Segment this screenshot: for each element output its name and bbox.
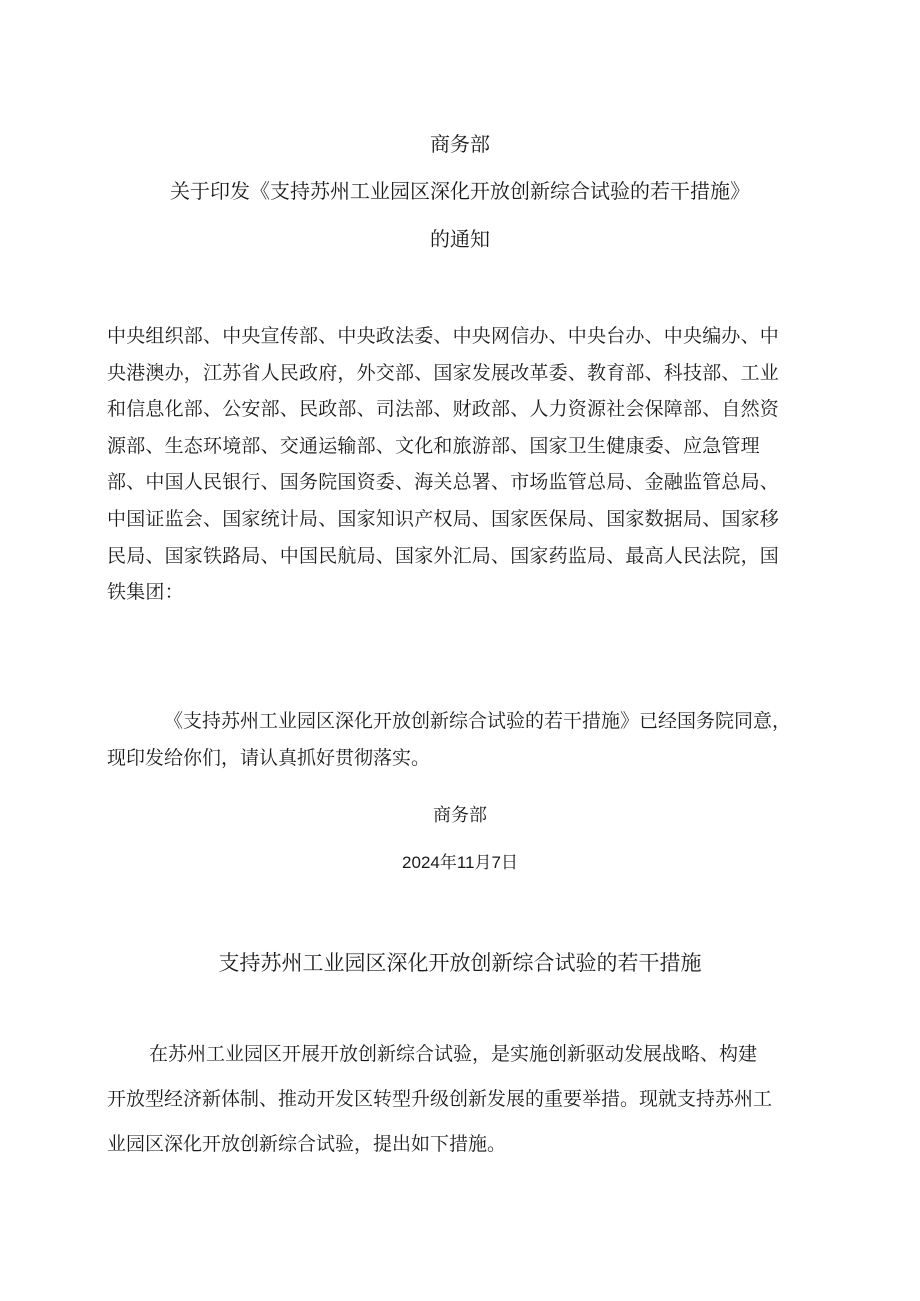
notice-body [107, 703, 827, 777]
addressee-list [107, 318, 817, 611]
addressee-line: 央港澳办，江苏省人民政府，外交部、国家发展改革委、教育部、科技部、工业 [107, 361, 780, 384]
measures-intro-line: 业园区深化开放创新综合试验，提出如下措施。 [107, 1133, 507, 1155]
measures-intro-line: 开放型经济新体制、推动开发区转型升级创新发展的重要举措。现就支持苏州工 [107, 1088, 773, 1110]
notice-title-line-1: 关于印发《支持苏州工业园区深化开放创新综合试验的若干措施》 [170, 179, 750, 203]
signature-date: 2024年11月7日 [402, 853, 518, 872]
notice-body-line: 《支持苏州工业园区深化开放创新综合试验的若干措施》已经国务院同意， [164, 710, 792, 732]
notice-body-line: 现印发给你们，请认真抓好贯彻落实。 [107, 747, 431, 769]
addressee-line: 中央组织部、中央宣传部、中央政法委、中央网信办、中央台办、中央编办、中 [107, 325, 780, 347]
measures-title: 支持苏州工业园区深化开放创新综合试验的若干措施 [218, 951, 702, 975]
addressee-line: 源部、生态环境部、交通运输部、文化和旅游部、国家卫生健康委、应急管理 [107, 434, 760, 457]
issuer-heading: 商务部 [430, 132, 490, 156]
addressee-line: 和信息化部、公安部、民政部、司法部、财政部、人力资源社会保障部、自然资 [107, 398, 780, 421]
addressee-line: 中国证监会、国家统计局、国家知识产权局、国家医保局、国家数据局、国家移 [107, 507, 780, 530]
signature-issuer: 商务部 [433, 805, 487, 826]
measures-intro [107, 1032, 827, 1167]
measures-intro-line: 在苏州工业园区开展开放创新综合试验，是实施创新驱动发展战略、构建 [149, 1043, 758, 1065]
addressee-line: 铁集团： [107, 581, 184, 604]
addressee-line: 民局、国家铁路局、中国民航局、国家外汇局、国家药监局、最高人民法院，国 [107, 544, 780, 567]
addressee-line: 部、中国人民银行、国务院国资委、海关总署、市场监管总局、金融监管总局、 [107, 471, 780, 494]
notice-title-line-2: 的通知 [430, 227, 490, 251]
